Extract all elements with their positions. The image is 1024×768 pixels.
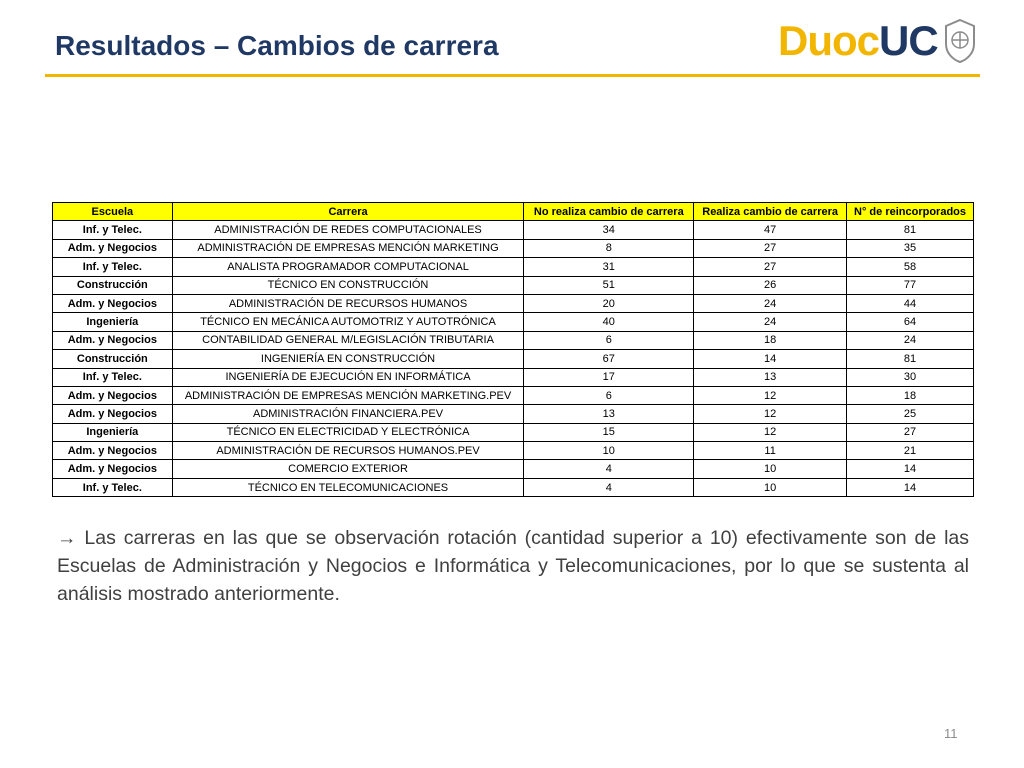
cell-reincorporados: 14 (847, 478, 974, 496)
cell-carrera: TÉCNICO EN TELECOMUNICACIONES (172, 478, 524, 496)
page-title: Resultados – Cambios de carrera (55, 30, 499, 61)
cell-reincorporados: 64 (847, 313, 974, 331)
title-divider (45, 74, 980, 77)
cell-reincorporados: 44 (847, 294, 974, 312)
cell-reincorporados: 81 (847, 350, 974, 368)
table-row (53, 258, 974, 276)
cell-escuela: Adm. y Negocios (53, 331, 173, 349)
cell-no-realiza-cambio: 67 (524, 350, 694, 368)
cell-carrera: ADMINISTRACIÓN DE RECURSOS HUMANOS.PEV (172, 442, 524, 460)
cell-escuela: Adm. y Negocios (53, 386, 173, 404)
logo-text-uc: UC (879, 17, 938, 64)
cell-realiza-cambio: 14 (694, 350, 847, 368)
cell-carrera: INGENIERÍA DE EJECUCIÓN EN INFORMÁTICA (172, 368, 524, 386)
cell-carrera: TÉCNICO EN MECÁNICA AUTOMOTRIZ Y AUTOTRÓNICA (172, 313, 524, 331)
cell-reincorporados: 18 (847, 386, 974, 404)
cell-carrera: TÉCNICO EN ELECTRICIDAD Y ELECTRÓNICA (172, 423, 524, 441)
cell-no-realiza-cambio: 31 (524, 258, 694, 276)
cell-carrera: ANALISTA PROGRAMADOR COMPUTACIONAL (172, 258, 524, 276)
career-change-table (52, 202, 974, 497)
cell-carrera: ADMINISTRACIÓN DE EMPRESAS MENCIÓN MARKETING (172, 239, 524, 257)
cell-no-realiza-cambio: 8 (524, 239, 694, 257)
table-row (53, 350, 974, 368)
cell-escuela: Construcción (53, 276, 173, 294)
cell-escuela: Ingeniería (53, 313, 173, 331)
cell-realiza-cambio: 10 (694, 478, 847, 496)
cell-escuela: Adm. y Negocios (53, 239, 173, 257)
page-number: 11 (944, 726, 958, 741)
table-row (53, 368, 974, 386)
cell-realiza-cambio: 24 (694, 294, 847, 312)
table-row (53, 276, 974, 294)
cell-no-realiza-cambio: 4 (524, 478, 694, 496)
cell-carrera: COMERCIO EXTERIOR (172, 460, 524, 478)
cell-reincorporados: 21 (847, 442, 974, 460)
cell-escuela: Ingeniería (53, 423, 173, 441)
cell-realiza-cambio: 12 (694, 386, 847, 404)
cell-realiza-cambio: 10 (694, 460, 847, 478)
table-row (53, 313, 974, 331)
cell-escuela: Inf. y Telec. (53, 221, 173, 239)
cell-realiza-cambio: 24 (694, 313, 847, 331)
cell-realiza-cambio: 12 (694, 405, 847, 423)
cell-realiza-cambio: 27 (694, 239, 847, 257)
cell-reincorporados: 14 (847, 460, 974, 478)
cell-carrera: ADMINISTRACIÓN FINANCIERA.PEV (172, 405, 524, 423)
header-escuela: Escuela (53, 203, 173, 221)
cell-reincorporados: 81 (847, 221, 974, 239)
duoc-uc-logo (778, 16, 978, 66)
cell-no-realiza-cambio: 10 (524, 442, 694, 460)
cell-realiza-cambio: 27 (694, 258, 847, 276)
cell-reincorporados: 27 (847, 423, 974, 441)
cell-escuela: Inf. y Telec. (53, 258, 173, 276)
arrow-right-icon: → (57, 527, 77, 549)
table-row (53, 331, 974, 349)
cell-carrera: CONTABILIDAD GENERAL M/LEGISLACIÓN TRIBUTARIA (172, 331, 524, 349)
cell-no-realiza-cambio: 20 (524, 294, 694, 312)
table-row (53, 386, 974, 404)
table-row (53, 294, 974, 312)
logo-text-duoc: Duoc (778, 17, 879, 64)
cell-escuela: Adm. y Negocios (53, 460, 173, 478)
table-row (53, 405, 974, 423)
cell-no-realiza-cambio: 13 (524, 405, 694, 423)
conclusion-note (57, 524, 969, 608)
cell-realiza-cambio: 13 (694, 368, 847, 386)
cell-carrera: ADMINISTRACIÓN DE REDES COMPUTACIONALES (172, 221, 524, 239)
cell-carrera: ADMINISTRACIÓN DE RECURSOS HUMANOS (172, 294, 524, 312)
cell-reincorporados: 25 (847, 405, 974, 423)
cell-realiza-cambio: 26 (694, 276, 847, 294)
cell-no-realiza-cambio: 15 (524, 423, 694, 441)
table-row (53, 239, 974, 257)
cell-no-realiza-cambio: 40 (524, 313, 694, 331)
header-carrera: Carrera (172, 203, 524, 221)
cell-escuela: Adm. y Negocios (53, 405, 173, 423)
header-no-realiza-cambio: No realiza cambio de carrera (524, 203, 694, 221)
cell-carrera: INGENIERÍA EN CONSTRUCCIÓN (172, 350, 524, 368)
table-body (53, 221, 974, 497)
seal-icon (942, 18, 978, 64)
cell-escuela: Inf. y Telec. (53, 478, 173, 496)
cell-no-realiza-cambio: 34 (524, 221, 694, 239)
cell-reincorporados: 24 (847, 331, 974, 349)
cell-no-realiza-cambio: 51 (524, 276, 694, 294)
table-row (53, 221, 974, 239)
header-reincorporados: N° de reincorporados (847, 203, 974, 221)
cell-carrera: TÉCNICO EN CONSTRUCCIÓN (172, 276, 524, 294)
table-row (53, 478, 974, 496)
cell-carrera: ADMINISTRACIÓN DE EMPRESAS MENCIÓN MARKETING.PEV (172, 386, 524, 404)
cell-no-realiza-cambio: 4 (524, 460, 694, 478)
table-header-row (53, 203, 974, 221)
conclusion-text: Las carreras en las que se observación rotación (cantidad superior a 10) efectivamente son de las Escuelas de Administración y Negocios e Informática y Telecomunicaciones, por lo que se sustenta al análisis mostrado anteriormente. (57, 527, 970, 605)
cell-escuela: Inf. y Telec. (53, 368, 173, 386)
table-row (53, 460, 974, 478)
table-row (53, 442, 974, 460)
cell-realiza-cambio: 12 (694, 423, 847, 441)
cell-reincorporados: 30 (847, 368, 974, 386)
table-row (53, 423, 974, 441)
cell-reincorporados: 77 (847, 276, 974, 294)
cell-realiza-cambio: 18 (694, 331, 847, 349)
cell-reincorporados: 58 (847, 258, 974, 276)
cell-escuela: Adm. y Negocios (53, 442, 173, 460)
cell-escuela: Adm. y Negocios (53, 294, 173, 312)
cell-reincorporados: 35 (847, 239, 974, 257)
cell-no-realiza-cambio: 6 (524, 386, 694, 404)
cell-realiza-cambio: 47 (694, 221, 847, 239)
header-realiza-cambio: Realiza cambio de carrera (694, 203, 847, 221)
cell-escuela: Construcción (53, 350, 173, 368)
cell-realiza-cambio: 11 (694, 442, 847, 460)
cell-no-realiza-cambio: 6 (524, 331, 694, 349)
cell-no-realiza-cambio: 17 (524, 368, 694, 386)
